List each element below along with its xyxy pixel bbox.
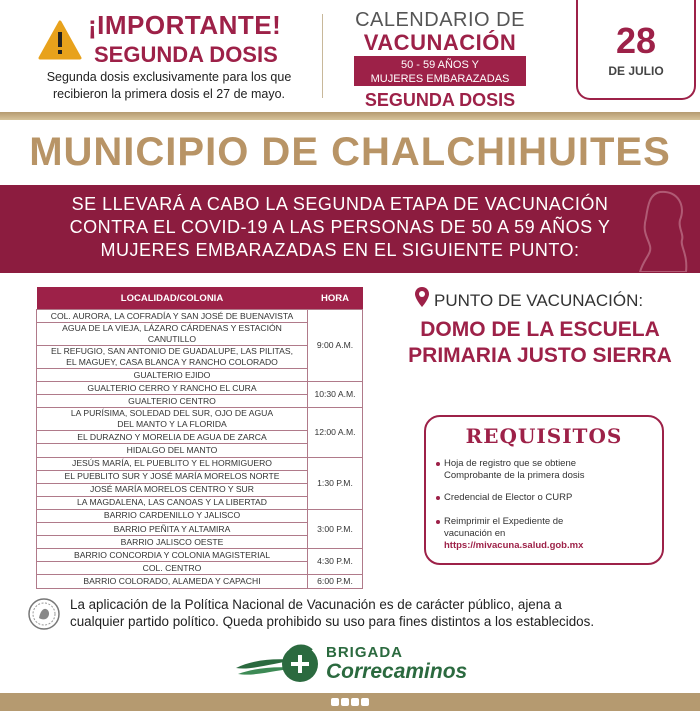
localidad-cell: EL DURAZNO Y MORELIA DE AGUA DE ZARCA: [37, 431, 308, 444]
localidad-line: EL REFUGIO, SAN ANTONIO DE GUADALUPE, LAS PILITAS,: [51, 346, 293, 357]
table-row: [37, 549, 363, 562]
localidad-cell: GUALTERIO CERRO Y RANCHO EL CURA: [37, 382, 308, 395]
importante-title: ¡IMPORTANTE!: [88, 10, 282, 40]
bullet-icon: [436, 520, 440, 524]
localidad-cell: BARRIO CARDENILLO Y JALISCO: [37, 509, 308, 522]
brigada-word: BRIGADA: [326, 644, 403, 661]
header-divider: [322, 14, 323, 98]
punto-name-line2: PRIMARIA JUSTO SIERRA: [408, 344, 672, 367]
localidad-cell: AGUA DE LA VIEJA, LÁZARO CÁRDENAS Y ESTACIÓN CANUTILLO: [37, 323, 308, 346]
requisito-item-2: [444, 492, 654, 504]
punto-label: PUNTO DE VACUNACIÓN:: [434, 291, 644, 310]
calendar-age-box: [354, 56, 526, 86]
requisito-line: Hoja de registro que se obtiene: [444, 458, 577, 469]
localidad-cell: [37, 408, 308, 431]
municipio-title: MUNICIPIO DE CHALCHIHUITES: [29, 130, 671, 174]
hora-cell: 6:00 P.M.: [308, 575, 363, 588]
calendar-box-line2: MUJERES EMBARAZADAS: [370, 73, 510, 85]
calendar-box-line1: 50 - 59 AÑOS Y: [400, 59, 480, 71]
col-localidad-header: LOCALIDAD/COLONIA: [37, 287, 308, 310]
localidad-cell: LA MAGDALENA, LAS CANOAS Y LA LIBERTAD: [37, 496, 308, 509]
mivacuna-link[interactable]: https://mivacuna.salud.gob.mx: [444, 540, 584, 551]
localidad-cell: BARRIO PEÑITA Y ALTAMIRA: [37, 523, 308, 536]
localidad-line: EL MAGUEY, CASA BLANCA Y RANCHO COLORADO: [66, 357, 278, 368]
localidad-cell: [37, 346, 308, 369]
hora-cell: 1:30 P.M.: [308, 457, 363, 509]
hora-cell: 9:00 A.M.: [308, 310, 363, 382]
calendar-title: CALENDARIO DE: [355, 9, 525, 31]
col-hora-header: HORA: [308, 287, 363, 310]
requisito-item-1: [444, 458, 654, 482]
date-month: DE JULIO: [608, 64, 664, 78]
gold-band: [0, 112, 700, 120]
segunda-dosis-heading: SEGUNDA DOSIS: [94, 42, 278, 67]
policy-text: [70, 596, 680, 630]
calendar-title-vacunacion: VACUNACIÓN: [363, 30, 517, 55]
requisito-item-3: [444, 516, 654, 552]
localidad-cell: HIDALGO DEL MANTO: [37, 444, 308, 457]
mexico-seal-icon: [28, 598, 60, 630]
segunda-dosis-note-line2: recibieron la primera dosis el 27 de mayo.: [52, 87, 286, 101]
requisitos-title: REQUISITOS: [465, 424, 623, 448]
schedule-header-row: [37, 287, 363, 310]
localidad-cell: BARRIO COLORADO, ALAMEDA Y CAPACHI: [37, 575, 308, 588]
requisito-line: Credencial de Elector o CURP: [444, 492, 573, 503]
requisito-line: Reimprimir el Expediente de: [444, 516, 564, 527]
schedule-table: [36, 287, 363, 589]
banner-text: [20, 193, 660, 262]
table-row: [37, 457, 363, 470]
localidad-cell: JESÚS MARÍA, EL PUEBLITO Y EL HORMIGUERO: [37, 457, 308, 470]
youtube-icon: [361, 698, 369, 706]
hora-cell: 10:30 A.M.: [308, 382, 363, 408]
localidad-cell: BARRIO JALISCO OESTE: [37, 536, 308, 549]
table-row: [37, 310, 363, 323]
localidad-line: LA PURÍSIMA, SOLEDAD DEL SUR, OJO DE AGUA: [70, 408, 274, 419]
bullet-icon: [436, 462, 440, 466]
punto-name-line1: DOMO DE LA ESCUELA: [420, 318, 660, 341]
table-row: [37, 575, 363, 588]
facebook-icon: [331, 698, 339, 706]
brigada-correcaminos-logo-icon: [234, 638, 324, 688]
localidad-cell: JOSÉ MARÍA MORELOS CENTRO Y SUR: [37, 483, 308, 496]
policy-line2: cualquier partido político. Queda prohibido su uso para fines distintos a los establecidos.: [70, 614, 595, 629]
localidad-cell: EL PUEBLITO SUR Y JOSÉ MARÍA MORELOS NORTE: [37, 470, 308, 483]
table-row: [37, 408, 363, 431]
banner-line3: MUJERES EMBARAZADAS EN EL SIGUIENTE PUNTO:: [100, 240, 580, 260]
hora-cell: 3:00 P.M.: [308, 509, 363, 548]
segunda-dosis-note-line1: Segunda dosis exclusivamente para los que: [46, 70, 292, 84]
hora-cell: 4:30 P.M.: [308, 549, 363, 575]
localidad-cell: GUALTERIO CENTRO: [37, 395, 308, 408]
table-row: [37, 509, 363, 522]
banner-line1: SE LLEVARÁ A CABO LA SEGUNDA ETAPA DE VACUNACIÓN: [71, 194, 609, 214]
localidad-cell: COL. AURORA, LA COFRADÍA Y SAN JOSÉ DE BUENAVISTA: [37, 310, 308, 323]
brigada-name: Correcaminos: [326, 660, 468, 683]
table-row: [37, 382, 363, 395]
policy-line1: La aplicación de la Política Nacional de Vacunación es de carácter público, ajena a: [70, 597, 562, 612]
localidad-cell: GUALTERIO EJIDO: [37, 369, 308, 382]
localidad-line: DEL MANTO Y LA FLORIDA: [117, 419, 227, 430]
twitter-icon: [341, 698, 349, 706]
location-pin-icon: [414, 286, 430, 308]
banner-line2: CONTRA EL COVID-19 A LAS PERSONAS DE 50 A 59 AÑOS Y: [69, 217, 611, 237]
requisito-line: vacunación en: [444, 528, 506, 539]
instagram-icon: [351, 698, 359, 706]
bullet-icon: [436, 496, 440, 500]
date-day: 28: [615, 20, 657, 61]
requisito-line: Comprobante de la primera dosis: [444, 470, 585, 481]
warning-icon: [38, 20, 82, 60]
localidad-cell: BARRIO CONCORDIA Y COLONIA MAGISTERIAL: [37, 549, 308, 562]
hora-cell: 12:00 A.M.: [308, 408, 363, 457]
calendar-dosis: SEGUNDA DOSIS: [364, 90, 516, 110]
social-icons: [330, 697, 370, 707]
localidad-cell: COL. CENTRO: [37, 562, 308, 575]
